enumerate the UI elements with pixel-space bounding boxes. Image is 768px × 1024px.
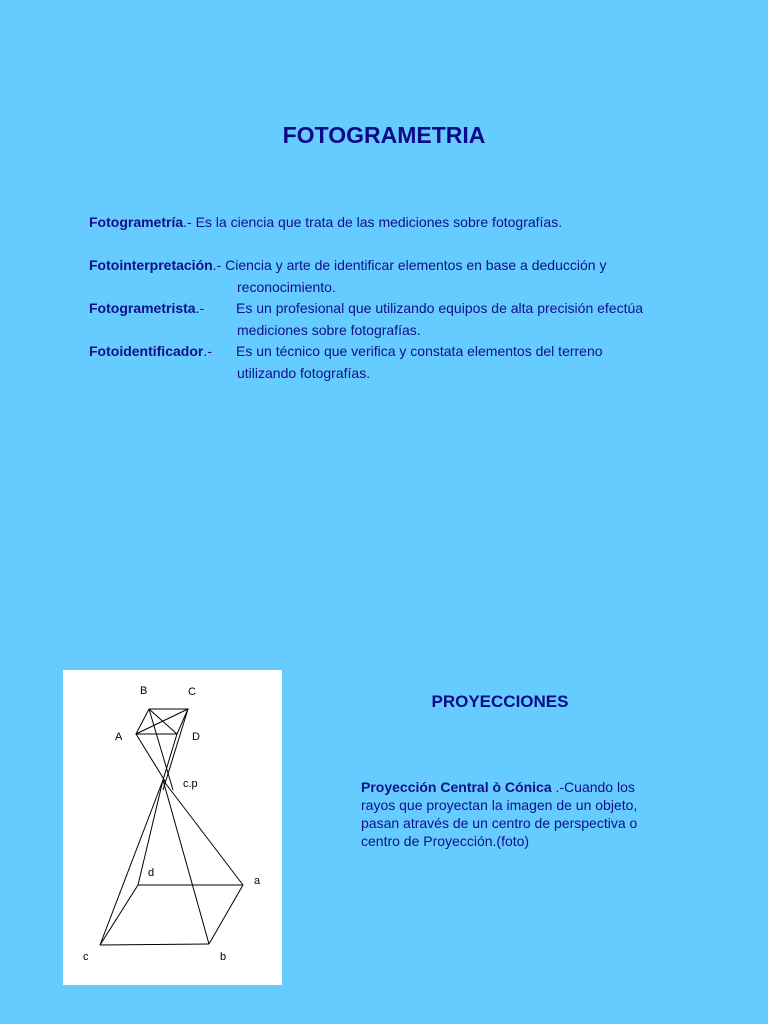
label-D: D bbox=[192, 731, 200, 743]
definition-fotoidentificador bbox=[89, 341, 729, 384]
definition-term: Fotoidentificador bbox=[89, 343, 204, 359]
definition-separator: .- bbox=[195, 300, 205, 316]
definition-fotointerpretacion bbox=[89, 255, 729, 298]
projection-term: Proyección Central ò Cónica bbox=[361, 779, 552, 795]
projection-text: .-Cuando los rayos que proyectan la imagen de un objeto, pasan através de un centro de perspectiva o centro de Proyección.(foto) bbox=[361, 779, 638, 849]
definition-fotogrametrista bbox=[89, 298, 729, 341]
projection-definition bbox=[361, 778, 661, 850]
label-b: b bbox=[220, 951, 227, 963]
definition-continuation: mediciones sobre fotografías. bbox=[237, 321, 421, 338]
central-projection-diagram bbox=[63, 670, 282, 985]
definition-text: Es un profesional que utilizando equipos de alta precisión efectúa bbox=[236, 300, 644, 316]
label-A: A bbox=[115, 731, 123, 743]
definition-continuation: reconocimiento. bbox=[237, 278, 336, 295]
definition-continuation: utilizando fotografías. bbox=[237, 364, 371, 381]
definition-separator: .- bbox=[203, 343, 212, 359]
definition-text: .- Es la ciencia que trata de las mediciones sobre fotografías. bbox=[183, 214, 563, 230]
page-title: FOTOGRAMETRIA bbox=[282, 122, 486, 148]
label-B: B bbox=[140, 685, 148, 697]
label-cp: c.p bbox=[183, 778, 198, 790]
label-C: C bbox=[188, 686, 196, 698]
definitions-list bbox=[89, 212, 729, 384]
label-c: c bbox=[83, 951, 89, 963]
label-d: d bbox=[148, 867, 155, 879]
definition-term: Fotogrametrista bbox=[89, 300, 196, 316]
section-title-proyecciones: PROYECCIONES bbox=[431, 692, 569, 711]
definition-fotogrametria bbox=[89, 212, 729, 234]
definition-text: .- Ciencia y arte de identificar elementos en base a deducción y bbox=[212, 257, 607, 273]
label-a: a bbox=[254, 875, 261, 887]
definition-term: Fotogrametría bbox=[89, 214, 184, 230]
definition-text: Es un técnico que verifica y constata elementos del terreno bbox=[236, 343, 603, 359]
definition-term: Fotointerpretación bbox=[89, 257, 213, 273]
